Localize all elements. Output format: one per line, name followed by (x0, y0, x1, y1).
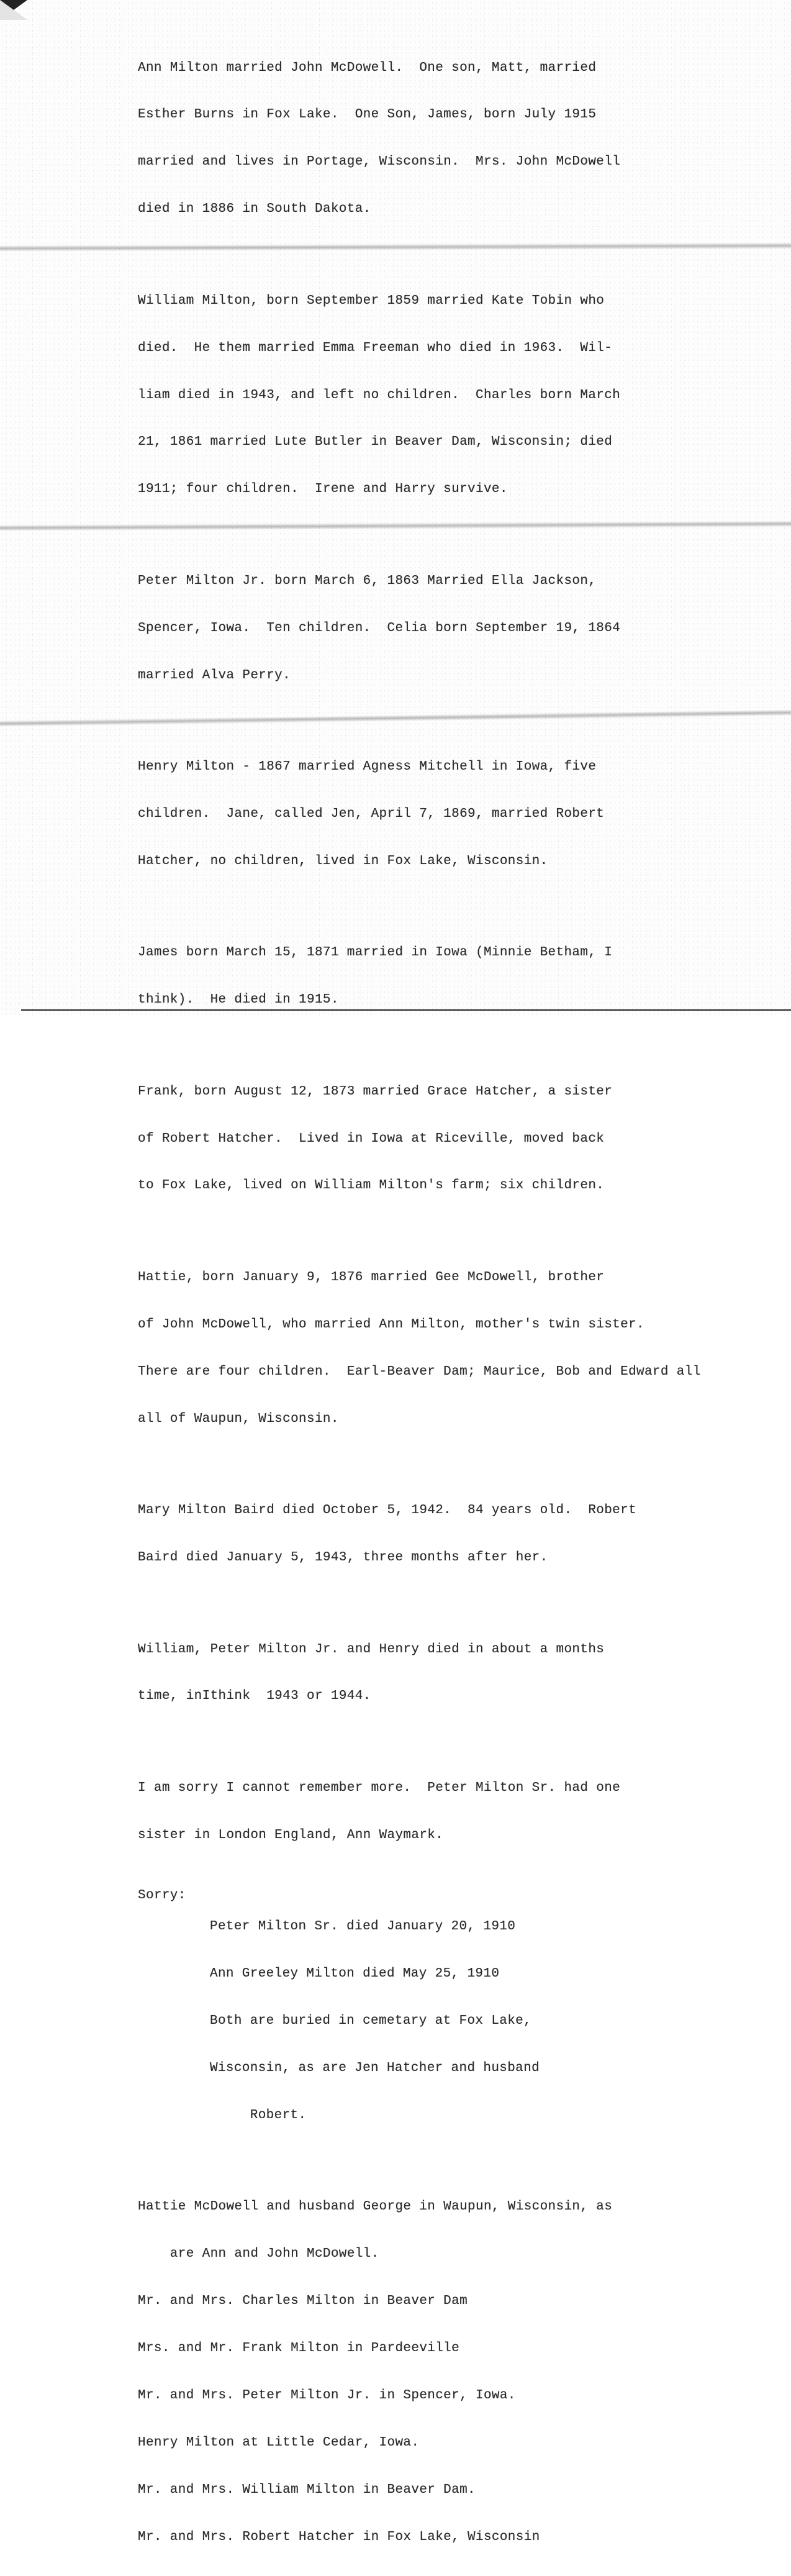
text-line: Robert. (210, 2108, 307, 2123)
paragraph-william-milton (138, 262, 784, 529)
paragraph-henry-milton (138, 727, 784, 900)
text-line: think). He died in 1915. (138, 993, 339, 1008)
text-line: children. Jane, called Jen, April 7, 1869, married Robert (138, 806, 605, 821)
list-item: Mr. and Mrs. Peter Milton Jr. in Spencer, Iowa. (138, 2388, 516, 2403)
text-line: died. He them married Emma Freeman who died in 1963. Wil- (138, 340, 613, 355)
text-line: Ann Greeley Milton died May 25, 1910 (210, 1967, 500, 1982)
folded-corner-flap (0, 0, 27, 20)
text-line: Peter Milton Sr. died January 20, 1910 (210, 1919, 516, 1934)
text-line: to Fox Lake, lived on William Milton's farm; six children. (138, 1178, 605, 1193)
text-line: Henry Milton - 1867 married Agness Mitchell in Iowa, five (138, 760, 597, 775)
paragraph-frank (138, 1052, 784, 1225)
typewritten-letter (138, 29, 784, 2576)
paragraph-ann-milton (138, 29, 784, 248)
text-line: Ann Milton married John McDowell. One son, Matt, married (138, 60, 597, 75)
sorry-lines (210, 1888, 540, 2155)
list-item: are Ann and John McDowell. (138, 2247, 379, 2262)
paragraph-deaths-1943 (138, 1610, 784, 1736)
text-line: Frank, born August 12, 1873 married Grace Hatcher, a sister (138, 1084, 613, 1099)
text-line: Esther Burns in Fox Lake. One Son, James, born July 1915 (138, 107, 597, 122)
text-line: Wisconsin, as are Jen Hatcher and husband (210, 2060, 540, 2075)
text-line: of John McDowell, who married Ann Milton, mother's twin sister. (138, 1317, 644, 1332)
burial-list (138, 2168, 784, 2576)
text-line: Hatcher, no children, lived in Fox Lake, Wisconsin. (138, 853, 548, 868)
list-item: Henry Milton at Little Cedar, Iowa. (138, 2435, 420, 2450)
text-line: married and lives in Portage, Wisconsin. Mrs. John McDowell (138, 155, 621, 170)
text-line: I am sorry I cannot remember more. Peter Milton Sr. had one (138, 1780, 621, 1795)
sorry-label: Sorry: (138, 1888, 186, 1903)
text-line: married Alva Perry. (138, 668, 291, 683)
text-line: 1911; four children. Irene and Harry survive. (138, 482, 508, 497)
list-item: Mrs. and Mr. Frank Milton in Pardeeville (138, 2341, 460, 2355)
paragraph-peter-milton-jr (138, 542, 784, 714)
text-line: time, inIthink 1943 or 1944. (138, 1689, 371, 1704)
text-line: 21, 1861 married Lute Butler in Beaver Dam, Wisconsin; died (138, 435, 613, 450)
text-line: William Milton, born September 1859 married Kate Tobin who (138, 293, 605, 308)
text-line: Both are buried in cemetary at Fox Lake, (210, 2014, 532, 2029)
text-line: William, Peter Milton Jr. and Henry died in about a months (138, 1642, 605, 1657)
text-line: Hattie, born January 9, 1876 married Gee McDowell, brother (138, 1270, 605, 1285)
paragraph-mary-milton-baird (138, 1472, 784, 1597)
text-line: Peter Milton Jr. born March 6, 1863 Married Ella Jackson, (138, 573, 597, 588)
list-item: Mr. and Mrs. Robert Hatcher in Fox Lake, Wisconsin (138, 2529, 540, 2544)
text-line: sister in London England, Ann Waymark. (138, 1827, 444, 1842)
text-line: Mary Milton Baird died October 5, 1942. 84 years old. Robert (138, 1503, 637, 1518)
text-line: all of Waupun, Wisconsin. (138, 1411, 339, 1426)
list-item: Hattie McDowell and husband George in Waupun, Wisconsin, as (138, 2200, 613, 2214)
text-line: Baird died January 5, 1943, three months after her. (138, 1550, 548, 1565)
text-line: died in 1886 in South Dakota. (138, 202, 371, 217)
text-line: There are four children. Earl-Beaver Dam; Maurice, Bob and Edward all (138, 1364, 701, 1379)
text-line: liam died in 1943, and left no children. Charles born March (138, 388, 621, 403)
paragraph-hattie (138, 1238, 784, 1458)
text-line: of Robert Hatcher. Lived in Iowa at Riceville, moved back (138, 1131, 605, 1146)
text-line: Spencer, Iowa. Ten children. Celia born September 19, 1864 (138, 621, 621, 635)
list-item: Mr. and Mrs. William Milton in Beaver Dam. (138, 2482, 476, 2497)
paragraph-closing-apology (138, 1749, 784, 1874)
list-item: Mr. and Mrs. Charles Milton in Beaver Dam (138, 2294, 468, 2309)
sorry-block (138, 1888, 784, 2155)
paragraph-james (138, 914, 784, 1039)
text-line: James born March 15, 1871 married in Iowa (Minnie Betham, I (138, 945, 613, 960)
